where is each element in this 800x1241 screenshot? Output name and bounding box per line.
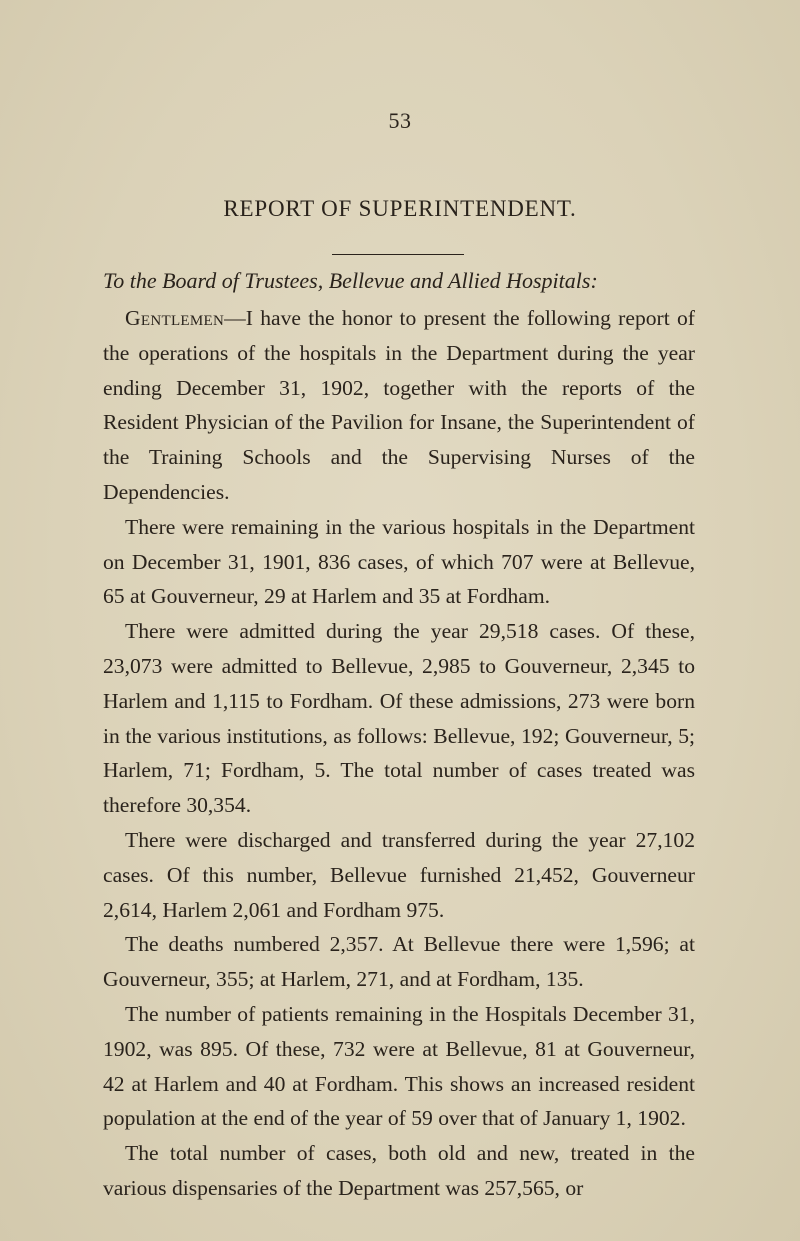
paragraph-5: The deaths numbered 2,357. At Bellevue there were 1,596; at Gouverneur, 355; at Harlem, 271, and at Fordham, 135. bbox=[103, 932, 695, 992]
title-divider bbox=[332, 254, 464, 255]
salutation-lead: Gentlemen bbox=[125, 306, 225, 330]
paragraph-6: The number of patients remaining in the Hospitals December 31, 1902, was 895. Of these, 732 were at Bellevue, 81 at Gouverneur, 42 at Harlem and 40 at Fordham. This shows an increased resident population at the end of the year of 59 over that of January 1, 1902. bbox=[103, 1001, 695, 1131]
paragraph-2: There were remaining in the various hospitals in the Department on December 31, 1901, 836 cases, of which 707 were at Bellevue, 65 at Gouverneur, 29 at Harlem and 35 at Fordham. bbox=[103, 514, 695, 609]
page-number: 53 bbox=[388, 108, 412, 133]
paragraph-3: There were admitted during the year 29,518 cases. Of these, 23,073 were admitted to Bellevue, 2,985 to Gouverneur, 2,345 to Harlem and 1,115 to Fordham. Of these admissions, 273 were born in the various institutions, as follows: Bellevue, 192; Gouverneur, 5; Harlem, 71; Fordham, 5. The total number of cases treated was therefore 30,354. bbox=[103, 619, 695, 818]
page-title: REPORT OF SUPERINTENDENT. bbox=[223, 196, 577, 221]
paragraph-1-text: —I have the honor to present the following report of the operations of the hospitals in the Department during the year ending December 31, 1902, together with the reports of the Resident Physician of the Pavilion for Insane, the Superintendent of the Training Schools and the Supervising Nurses of the Dependencies. bbox=[103, 306, 695, 504]
report-body bbox=[103, 301, 695, 1206]
paragraph-4: There were discharged and transferred during the year 27,102 cases. Of this number, Bellevue furnished 21,452, Gouverneur 2,614, Harlem 2,061 and Fordham 975. bbox=[103, 827, 695, 922]
salutation: To the Board of Trustees, Bellevue and Allied Hospitals: bbox=[103, 268, 598, 293]
paragraph-7: The total number of cases, both old and new, treated in the various dispensaries of the Department was 257,565, or bbox=[103, 1141, 695, 1200]
paragraph-1 bbox=[103, 301, 695, 510]
